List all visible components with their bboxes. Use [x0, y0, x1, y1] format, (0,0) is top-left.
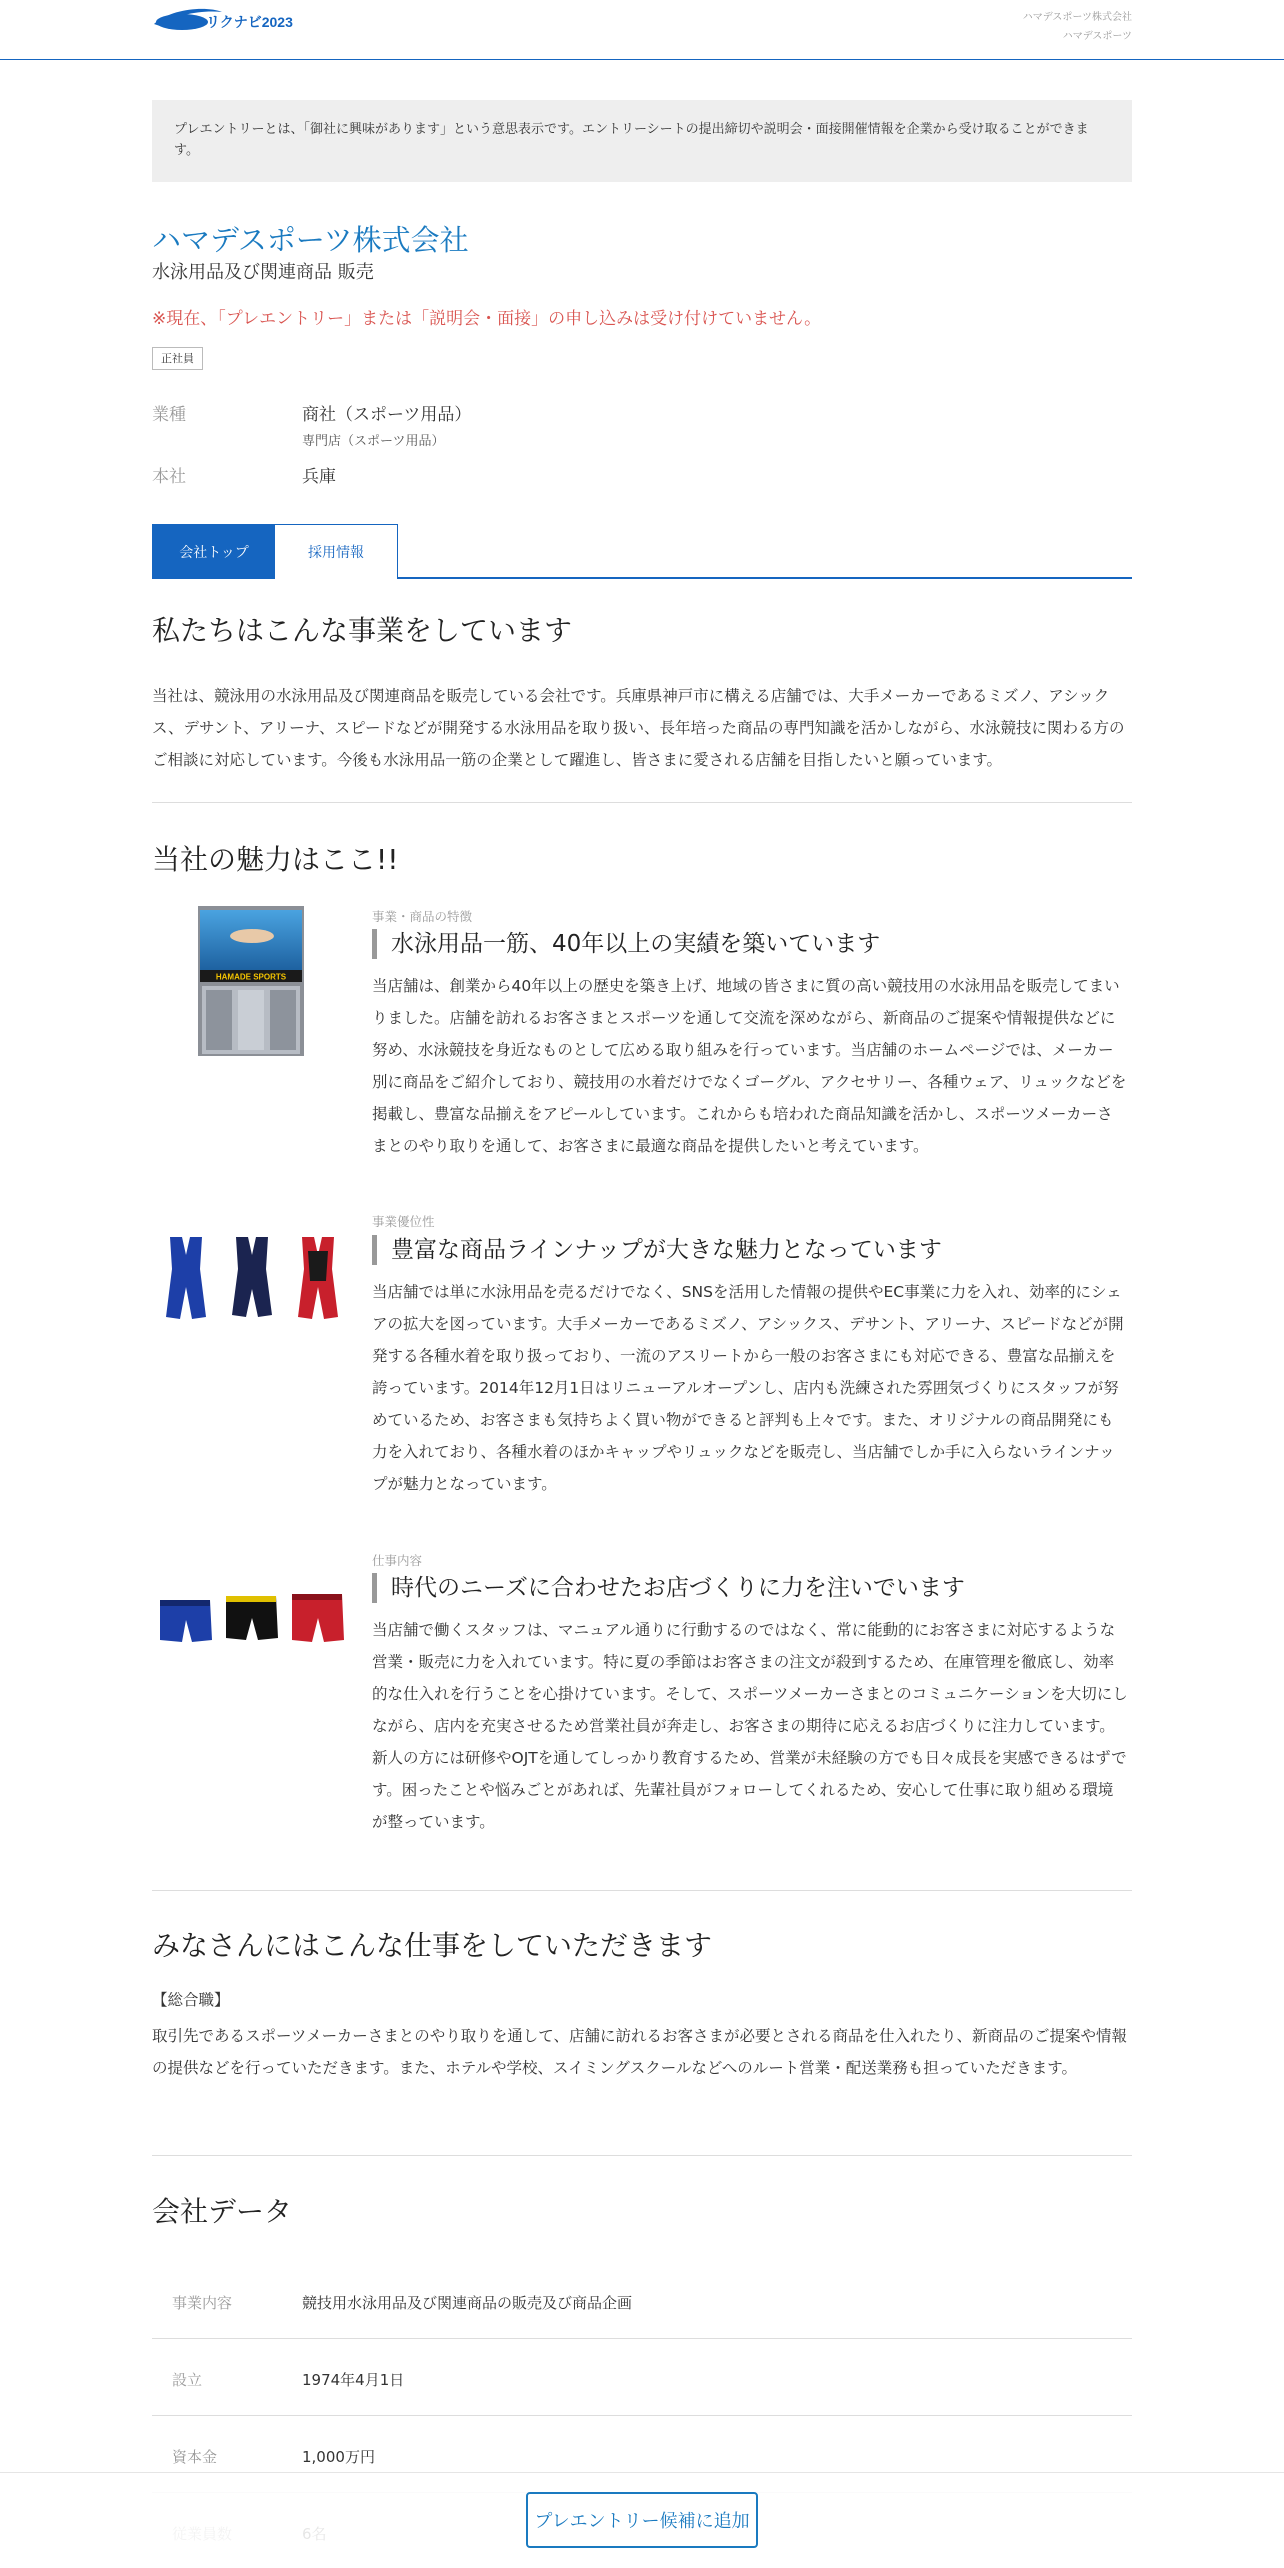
jobs-text: 取引先であるスポーツメーカーさまとのやり取りを通して、店舗に訪れるお客さまが必要とされる商品を仕入れたり、新商品のご提案や情報の提供などを行っていただきます。また、ホテルや学校、スイミングスクールなどへのルート営業・配送業務も担っていただきます。	[152, 2027, 1127, 2077]
appeal-section-title: 当社の魅力はここ!!	[152, 843, 399, 876]
feature-text: 当店舗で働くスタッフは、マニュアル通りに行動するのではなく、常に能動的にお客さまに対応するような営業・販売に力を入れています。特に夏の季節はお客さまの注文が殺到するため、在庫管理を徹底し、効率的な仕入れを行うことを心掛けています。そして、スポーツメーカーさまとのコミュニケーションを大切にしながら、店内を充実させるため営業社員が奔走し、お客さまの期待に応えるお店づくりに注力しています。新人の方には研修やOJTを通してしっかり教育するため、営業が未経験の方でも日々成長を実感できるはずです。困ったことや悩みごとがあれば、先輩社員がフォローしてくれるため、安心して仕事に取り組める環境が整っています。	[372, 1621, 1128, 1831]
swimsuits-image	[152, 1211, 352, 1361]
hq-label: 本社	[152, 467, 186, 487]
feature-category: 事業・商品の特徴	[372, 909, 473, 924]
business-text: 当社は、競泳用の水泳用品及び関連商品を販売している会社です。兵庫県神戸市に構える店舗では、大手メーカーであるミズノ、アシックス、デサント、アリーナ、スピードなどが開発する水泳用品を取り扱い、長年培った商品の専門知識を活かしながら、水泳競技に関わる方のご相談に対応しています。今後も水泳用品一筋の企業として躍進し、皆さまに愛される店舗を目指したいと願っています。	[152, 687, 1125, 769]
data-label: 設立	[172, 2371, 203, 2389]
company-data-title: 会社データ	[152, 2195, 293, 2228]
page-tabs	[152, 524, 1132, 579]
industry-label: 業種	[152, 405, 186, 425]
header-company-name: ハマデスポーツ株式会社	[1022, 12, 1132, 23]
data-value: 1,000万円	[302, 2448, 375, 2466]
header-company-short: ハマデスポーツ	[1062, 31, 1132, 42]
divider	[152, 802, 1132, 803]
data-value: 1974年4月1日	[302, 2371, 405, 2389]
data-label: 事業内容	[172, 2294, 233, 2312]
divider	[152, 2155, 1132, 2156]
jammers-image	[152, 1550, 352, 1700]
company-data-row	[152, 2262, 1132, 2339]
tab-recruitment-info[interactable]: 採用情報	[274, 524, 398, 579]
business-section-title: 私たちはこんな事業をしています	[152, 614, 573, 647]
feature-category: 事業優位性	[372, 1214, 435, 1229]
feature-category: 仕事内容	[372, 1553, 423, 1568]
store-sign-text: HAMADE SPORTS	[215, 972, 287, 982]
feature-title: 豊富な商品ラインナップが大きな魅力となっています	[372, 1235, 942, 1265]
logo-text: リクナビ2023	[206, 14, 293, 30]
hq-value: 兵庫	[302, 467, 336, 487]
company-name: ハマデスポーツ株式会社	[152, 223, 469, 257]
employment-type-badge: 正社員	[152, 347, 203, 370]
feature-title: 時代のニーズに合わせたお店づくりに力を注いでいます	[372, 1573, 965, 1603]
company-data-row	[152, 2339, 1132, 2416]
rikunabi-logo[interactable]	[152, 6, 300, 32]
header-company-info	[1023, 8, 1132, 46]
feature-text: 当店舗では単に水泳用品を売るだけでなく、SNSを活用した情報の提供やEC事業に力を入れ、効率的にシェアの拡大を図っています。大手メーカーであるミズノ、アシックス、デサント、アリーナ、スピードなどが開発する各種水着を取り扱っており、一流のアスリートから一般のお客さまにも対応できる、豊富な品揃えを誇っています。2014年12月1日はリニューアルオープンし、店内も洗練された雰囲気づくりにスタッフが努めているため、お客さまも気持ちよく買い物ができると評判も上々です。また、オリジナルの商品開発にも力を入れており、各種水着のほかキャップやリュックなどを販売し、当店舗でしか手に入らないラインナップが魅力となっています。	[372, 1283, 1124, 1493]
pre-entry-notice: プレエントリーとは、「御社に興味があります」という意思表示です。エントリーシートの提出締切や説明会・面接開催情報を企業から受け取ることができます。	[152, 100, 1132, 182]
feature-title: 水泳用品一筋、40年以上の実績を築いています	[372, 929, 880, 959]
jobs-section-title: みなさんにはこんな仕事をしていただきます	[152, 1929, 713, 1962]
divider	[152, 1890, 1132, 1891]
entry-closed-warning: ※現在、「プレエントリー」または「説明会・面接」の申し込みは受け付けていません。	[152, 309, 822, 329]
tab-company-top[interactable]: 会社トップ	[152, 524, 276, 579]
industry-sub: 専門店（スポーツ用品）	[302, 434, 445, 449]
company-subtitle: 水泳用品及び関連商品 販売	[152, 262, 374, 283]
feature-text: 当店舗は、創業から40年以上の歴史を築き上げ、地域の皆さまに質の高い競技用の水泳用品を販売してまいりました。店舗を訪れるお客さまとスポーツを通して交流を深めながら、新商品のご提案や情報提供などに努め、水泳競技を身近なものとして広める取り組みを行っています。当店舗のホームページでは、メーカー別に商品をご紹介しており、競技用の水着だけでなくゴーグル、アクセサリー、各種ウェア、リュックなどを掲載し、豊富な品揃えをアピールしています。これからも培われた商品知識を活かし、スポーツメーカーさまとのやり取りを通して、お客さまに最適な商品を提供したいと考えています。	[372, 977, 1127, 1155]
job-category-label: 【総合職】	[152, 1991, 230, 2009]
site-header	[0, 0, 1284, 60]
data-label: 資本金	[172, 2448, 218, 2466]
add-pre-entry-button[interactable]: プレエントリー候補に追加	[526, 2492, 758, 2548]
data-value: 競技用水泳用品及び関連商品の販売及び商品企画	[302, 2294, 633, 2312]
industry-value: 商社（スポーツ用品）	[302, 405, 472, 425]
store-building-image	[152, 906, 352, 1056]
